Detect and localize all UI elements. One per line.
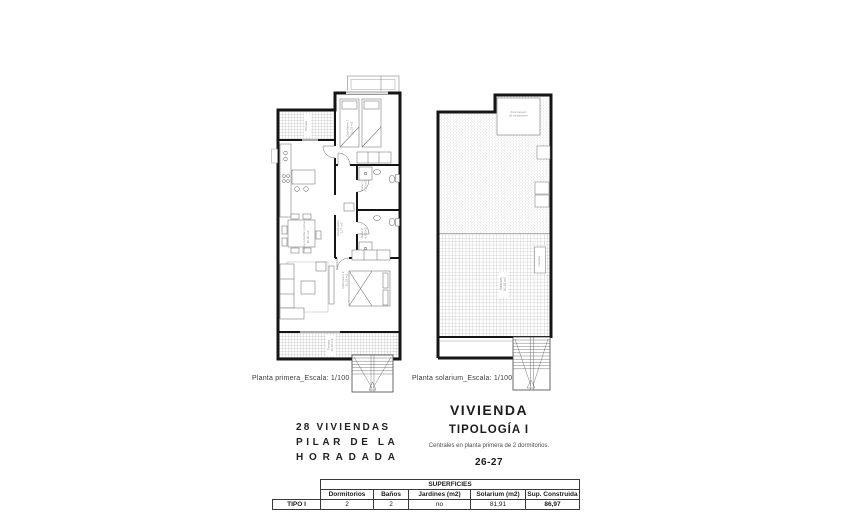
label-caseton-note-2: de instalaciones <box>509 114 528 118</box>
solarium-plan <box>430 88 558 394</box>
surfaces-table <box>272 479 580 510</box>
window-bay <box>348 76 400 93</box>
value-solarium: 81,91 <box>471 500 526 510</box>
label-dormitorio2: Dormitorio 2 <box>341 271 345 289</box>
value-sup-construida: 86,97 <box>526 500 580 510</box>
label-distribuidor: Distribuidor <box>336 220 340 236</box>
col-header-solarium: Solarium (m2) <box>471 490 526 500</box>
label-caseton-note-1: Zona casetón <box>510 111 527 114</box>
table-spacer <box>273 490 321 500</box>
dwelling-title: VIVIENDA <box>449 402 529 418</box>
label-salon-area: 30,80 m2 <box>306 230 310 244</box>
table-row <box>273 500 580 510</box>
label-pergola: Pérgola <box>537 256 541 266</box>
typology-description: Centrales en planta primera de 2 dormitorios. <box>428 443 550 449</box>
unit-numbers: 26-27 <box>474 457 504 468</box>
dwelling-title-block <box>414 402 564 468</box>
value-dormitorios: 2 <box>321 500 374 510</box>
label-dormitorio2-area: 11,15 m2 <box>344 273 349 287</box>
project-name <box>296 420 400 465</box>
label-distribuidor-area: 1,77 m2 <box>339 222 344 234</box>
label-terraza-bottom-area: 20,00 m2 <box>330 338 334 352</box>
row-label-tipo: TIPO I <box>273 500 321 510</box>
project-line-1: 28 VIVIENDAS <box>296 422 391 433</box>
label-banio2-area: 4,05 m2 <box>363 227 368 239</box>
first-floor-caption: Planta primera_Escala: 1/100 <box>252 375 350 382</box>
label-dormitorio1-area: 11,15 m2 <box>349 121 354 135</box>
label-solarium-area: 81,91 m2 <box>503 277 507 291</box>
col-header-dormitorios: Dormitorios <box>321 490 374 500</box>
first-floor-plan <box>258 70 408 398</box>
table-group-header: SUPERFICIES <box>321 480 580 490</box>
project-line-2: PILAR DE LA <box>296 437 399 448</box>
label-banio2: Baño 2 <box>360 228 364 238</box>
table-spacer <box>273 480 321 490</box>
typology-title: TIPOLOGÍA I <box>448 424 530 436</box>
label-dormitorio1: Dormitorio 1 <box>345 119 350 137</box>
stairs-first-floor <box>352 355 393 392</box>
col-header-sup-construida: Sup. Construida <box>527 491 578 498</box>
label-terraza-bottom: Terraza <box>326 339 331 351</box>
label-banio1-area: 4,20 m2 <box>363 180 368 192</box>
stairs-solarium <box>513 337 550 390</box>
solarium-caption: Planta solarium_Escala: 1/100 <box>412 375 513 382</box>
col-header-jardines: Jardines (m2) <box>409 490 471 500</box>
label-salon: Salón-comedor-cocina <box>302 221 306 253</box>
value-banos: 2 <box>374 500 409 510</box>
label-terraza-top: Terraza <box>304 120 308 132</box>
label-solarium: Solarium <box>499 277 503 291</box>
project-line-3: HORADADA <box>296 452 401 463</box>
col-header-banos: Baños <box>374 490 409 500</box>
label-banio1: Baño 1 <box>360 181 364 191</box>
value-jardines: no <box>409 500 471 510</box>
